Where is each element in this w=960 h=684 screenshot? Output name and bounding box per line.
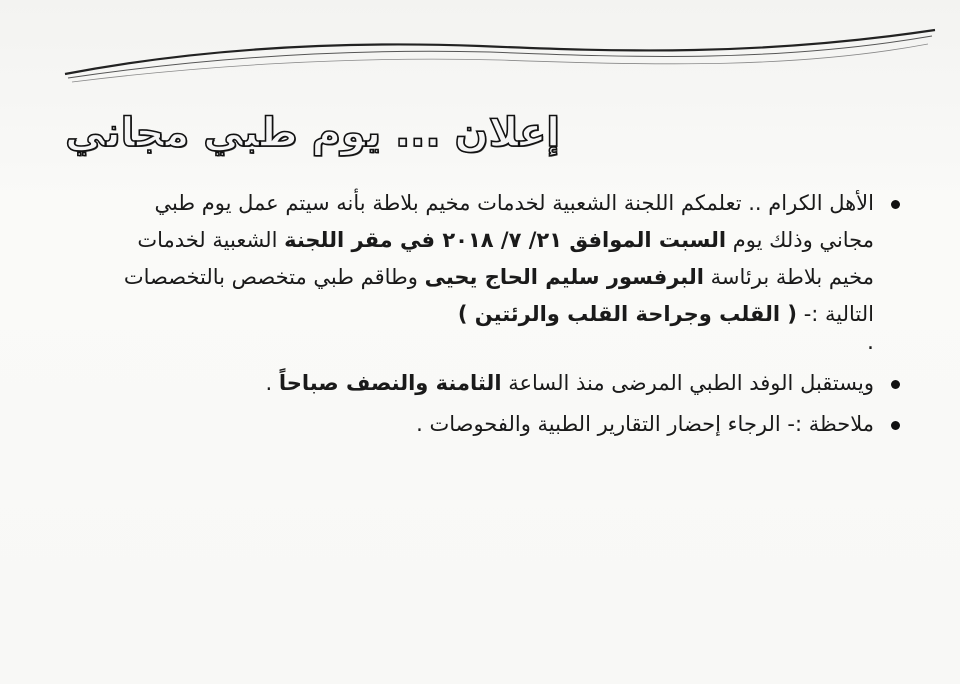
stray-mark: . bbox=[867, 330, 874, 355]
list-item bbox=[110, 185, 900, 333]
item-text: . bbox=[265, 371, 279, 395]
doctor-name: البرفسور سليم الحاج يحيى bbox=[424, 265, 704, 289]
announcement-title: إعلان ... يوم طبي مجاني bbox=[65, 110, 560, 156]
start-time-text: الثامنة والنصف صباحاً bbox=[278, 371, 502, 395]
list-item bbox=[110, 406, 900, 443]
bullet-icon bbox=[891, 421, 900, 430]
item-text: الشعبية لخدمات مخيم بلاطة برئاسة bbox=[137, 228, 874, 289]
decorative-wave-line bbox=[60, 22, 940, 92]
note-text: ملاحظة :- الرجاء إحضار التقارير الطبية والفحوصات . bbox=[416, 412, 874, 436]
bullet-icon bbox=[891, 200, 900, 209]
item-text: الأهل الكرام .. تعلمكم اللجنة الشعبية لخدمات مخيم بلاطة بأنه سيتم عمل يوم طبي مجاني وذلك يوم bbox=[154, 191, 874, 252]
event-date-text: السبت الموافق ٢١/ ٧/ ٢٠١٨ في مقر اللجنة bbox=[284, 228, 727, 252]
item-text: وطاقم طبي متخصص بالتخصصات التالية :- bbox=[123, 265, 874, 326]
item-text: ويستقبل الوفد الطبي المرضى منذ الساعة bbox=[501, 371, 874, 395]
specialties-text: ( القلب وجراحة القلب والرئتين ) bbox=[457, 302, 798, 326]
bullet-icon bbox=[891, 380, 900, 389]
list-item bbox=[110, 365, 900, 402]
announcement-body bbox=[110, 185, 900, 443]
